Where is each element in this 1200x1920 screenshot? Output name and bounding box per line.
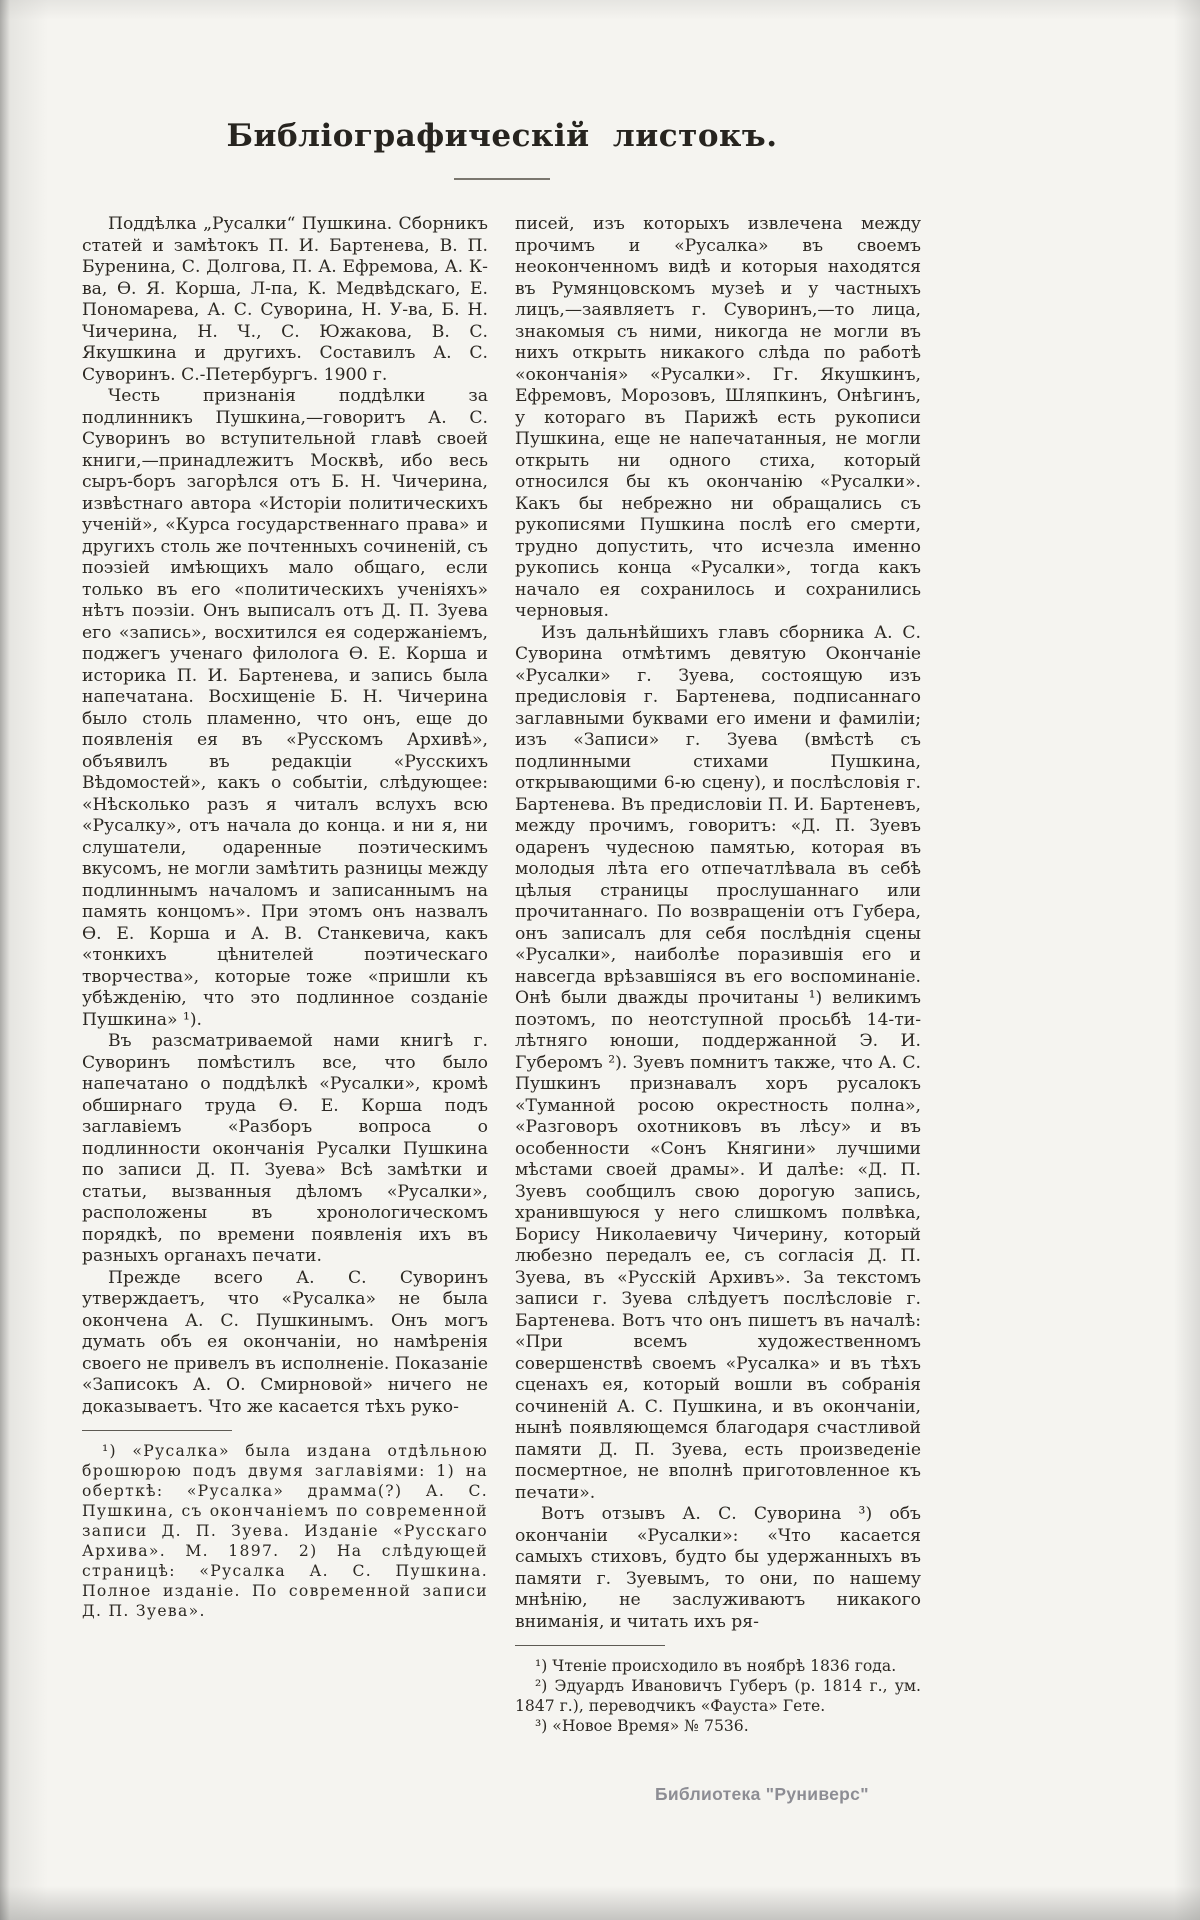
paragraph: писей, изъ которыхъ извлечена между прочимъ и «Русалка» въ своемъ неоконченномъ видѣ и которыя находятся въ Румянцовскомъ музеѣ и у частныхъ лицъ,—заявляетъ г. Суворинъ,—то лица, знакомыя съ ними, никогда не могли въ нихъ открыть никакого слѣда по работѣ «окончанія» «Русалки». Гг. Якушкинъ, Ефремовъ, Морозовъ, Шляпкинъ, Онѣгинъ, у котораго въ Парижѣ есть рукописи Пушкина, еще не напечатанныя, не могли открыть ни одного стиха, который относился бы къ окончанію «Русалки». Какъ бы небрежно ни обращались съ рукописями Пушкина послѣ его смерти, трудно допустить, что исчезла именно рукопись конца «Русалки», тогда какъ начало ея сохранилось и сохранились черновыя. <box>515 214 921 621</box>
footnote: ²) Эдуардъ Ивановичъ Губеръ (р. 1814 г., ум. 1847 г.), переводчикъ «Фауста» Гете. <box>515 1677 921 1715</box>
watermark: Библиотека "Руниверс" <box>655 1784 869 1804</box>
footnote: ¹) Чтеніе происходило въ ноябрѣ 1836 года. <box>535 1657 897 1675</box>
paragraph: Въ разсматриваемой нами книгѣ г. Суворинъ помѣстилъ все, что было напечатано о поддѣлкѣ «Русалки», кромѣ обширнаго труда Ѳ. Е. Корша подъ заглавіемъ «Разборъ вопроса о подлинности окончанія Русалки Пушкина по записи Д. П. Зуева» Всѣ замѣтки и статьи, вызванныя дѣломъ «Русалки», расположены въ хронологическомъ порядкѣ, по времени появленія ихъ въ разныхъ органахъ печати. <box>82 1031 488 1266</box>
footnote: ³) «Новое Время» № 7536. <box>535 1717 749 1735</box>
paragraph: Честь признанія поддѣлки за подлинникъ Пушкина,—говоритъ А. С. Суворинъ во вступительной главѣ своей книги,—принадлежитъ Москвѣ, ибо весь сыръ-боръ загорѣлся отъ Б. Н. Чичерина, извѣстнаго автора «Исторіи политическихъ ученій», «Курса государственнаго права» и другихъ столь же почтенныхъ сочиненій, съ поэзіей имѣющихъ мало общаго, если только въ его «политическихъ ученіяхъ» нѣтъ поэзіи. Онъ выписалъ отъ Д. П. Зуева его «запись», восхитился ея содержаніемъ, поджегъ ученаго филолога Ѳ. Е. Корша и историка П. И. Бартенева, и запись была напечатана. Восхищеніе Б. Н. Чичерина было столь пламенно, что онъ, еще до появленія ея въ «Русскомъ Архивѣ», объявилъ въ редакціи «Русскихъ Вѣдомостей», какъ о событіи, слѣдующее: «Нѣсколько разъ я читалъ вслухъ всю «Русалку», отъ начала до конца. и ни я, ни слушатели, одаренные поэтическимъ вкусомъ, не могли замѣтить разницы между подлиннымъ началомъ и записаннымъ на память концомъ». При этомъ онъ назвалъ Ѳ. Е. Корша и А. В. Станкевича, какъ «тонкихъ цѣнителей поэтическаго творчества», которые тоже «пришли къ убѣжденію, что это подлинное созданіе Пушкина» ¹). <box>82 386 488 1030</box>
page-content <box>82 118 922 1736</box>
paragraph: Изъ дальнѣйшихъ главъ сборника А. С. Суворина отмѣтимъ девятую Окончаніе «Русалки» г. Зуева, состоящую изъ предисловія г. Бартенева, подписаннаго заглавными буквами его имени и фамиліи; изъ «Записи» г. Зуева (вмѣстѣ съ подлинными стихами Пушкина, открывающими 6-ю сцену), и послѣсловія г. Бартенева. Въ предисловіи П. И. Бартеневъ, между прочимъ, говоритъ: «Д. П. Зуевъ одаренъ чудесною памятью, которая въ молодыя лѣта его отпечатлѣвала въ себѣ цѣлыя страницы прослушаннаго или прочитаннаго. По возвращеніи отъ Губера, онъ записалъ для себя послѣднія сцены «Русалки», наиболѣе поразившія его и навсегда врѣзавшіяся въ его воспоминаніе. Онѣ были дважды прочитаны ¹) великимъ поэтомъ, по неотступной просьбѣ 14-ти-лѣтняго юноши, поддержанной Э. И. Губеромъ ²). Зуевъ помнитъ также, что А. С. Пушкинъ признавалъ хоръ русалокъ «Туманной росою окрестность полна», «Разговоръ охотниковъ въ лѣсу» и въ особенности «Сонъ Княгини» лучшими мѣстами своей драмы». И далѣе: «Д. П. Зуевъ сообщилъ свою дорогую запись, хранившуюся у него слишкомъ полвѣка, Борису Николаевичу Чичерину, который любезно передалъ ее, съ согласія Д. П. Зуева, въ «Русскій Архивъ». За текстомъ записи г. Зуева слѣдуетъ послѣсловіе г. Бартенева. Вотъ что онъ пишетъ въ началѣ: «При всемъ художественномъ совершенствѣ своемъ «Русалка» и въ тѣхъ сценахъ ея, который вошли въ собранія сочиненій А. С. Пушкина, и въ окончаніи, нынѣ появляющемся благодаря счастливой памяти Д. П. Зуева, есть произведеніе посмертное, не вполнѣ приготовленное къ печати». <box>515 622 921 1503</box>
text-columns <box>82 214 922 1736</box>
paragraph: Поддѣлка „Русалки“ Пушкина. Сборникъ статей и замѣтокъ П. И. Бартенева, В. П. Буренина, С. Долгова, П. А. Ефремова, А. К-ва, Ѳ. Я. Корша, Л-па, К. Медвѣдскаго, Е. Пономарева, А. С. Суворина, Н. У-ва, Б. Н. Чичерина, Н. Ч., С. Южакова, В. С. Якушкина и другихъ. Составилъ А. С. Суворинъ. С.-Петербургъ. 1900 г. <box>82 214 488 385</box>
page-title: Библіографическій листокъ. <box>226 118 778 154</box>
footnote-divider <box>82 1430 232 1431</box>
right-column <box>515 214 921 1736</box>
title-divider <box>454 178 550 180</box>
paragraph: Вотъ отзывъ А. С. Суворина ³) объ окончаніи «Русалки»: «Что касается самыхъ стиховъ, будто бы удержанныхъ въ памяти г. Зуевымъ, то они, по нашему мнѣнію, не заслуживаютъ никакого вниманія, и читать ихъ ря- <box>515 1504 921 1632</box>
paragraph: Прежде всего А. С. Суворинъ утверждаетъ, что «Русалка» не была окончена А. С. Пушкинымъ. Онъ могъ думать объ ея окончаніи, но намѣренія своего не привелъ въ исполненіе. Показаніе «Записокъ А. О. Смирновой» ничего не доказываетъ. Что же касается тѣхъ руко- <box>82 1267 488 1417</box>
footnote-divider <box>515 1645 665 1646</box>
footnote: ¹) «Русалка» была издана отдѣльною брошюрою подъ двумя заглавіями: 1) на оберткѣ: «Русалка» драмма(?) А. С. Пушкина, съ окончаніемъ по современной записи Д. П. Зуева. Изданіе «Русскаго Архива». М. 1897. 2) На слѣдующей страницѣ: «Русалка А. С. Пушкина. Полное изданіе. По современной записи Д. П. Зуева». <box>82 1442 488 1620</box>
left-column <box>82 214 488 1621</box>
